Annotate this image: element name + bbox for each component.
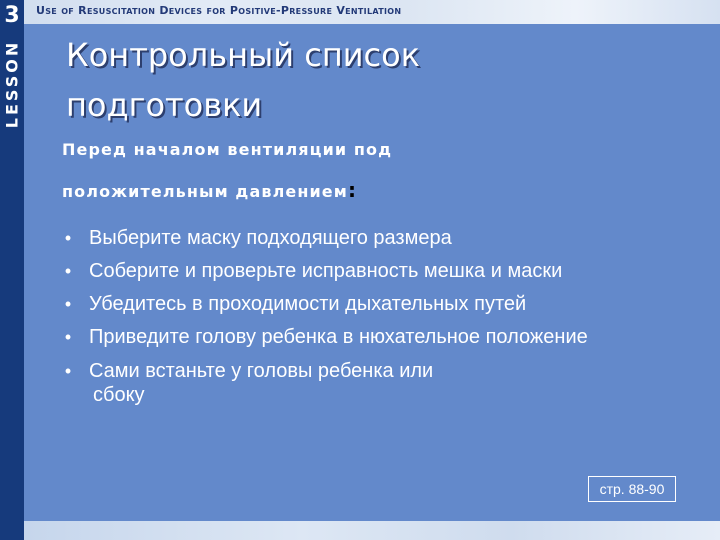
header-title: Use of Resuscitation Devices for Positive-Pressure Ventilation <box>36 4 402 17</box>
bullet-icon: • <box>64 361 72 381</box>
slide-subtitle <box>62 130 582 212</box>
list-item <box>62 292 682 316</box>
list-item-text: Сами встаньте у головы ребенка или <box>89 360 434 382</box>
page-reference-badge: стр. 88-90 <box>588 476 676 502</box>
list-item <box>62 226 682 250</box>
slide-title-line1: Контрольный список <box>66 36 421 74</box>
list-item-text: Убедитесь в проходимости дыхательных путей <box>89 293 527 315</box>
list-item-text-continued: сбоку <box>93 384 145 406</box>
subtitle-line1: Перед началом вентиляции под <box>62 140 393 159</box>
slide-title-line2: подготовки <box>66 86 263 124</box>
bullet-icon: • <box>64 294 72 314</box>
footer-band <box>24 521 720 540</box>
list-item-text: Соберите и проверьте исправность мешка и маски <box>89 260 563 282</box>
list-item <box>62 325 682 349</box>
list-item <box>62 359 682 407</box>
checklist <box>62 226 682 407</box>
bullet-icon: • <box>64 327 72 347</box>
bullet-icon: • <box>64 261 72 281</box>
lesson-label: LESSON <box>2 39 22 129</box>
list-item-text: Приведите голову ребенка в нюхательное положение <box>89 326 588 348</box>
list-item <box>62 259 682 283</box>
subtitle-colon: : <box>347 178 358 202</box>
subtitle-line2: положительным давлением <box>62 182 348 201</box>
header-band <box>0 0 720 24</box>
bullet-icon: • <box>64 228 72 248</box>
lesson-number: 3 <box>4 3 20 28</box>
slide-title <box>66 30 586 130</box>
list-item-text: Выберите маску подходящего размера <box>89 227 452 249</box>
lesson-sidebar <box>0 0 24 540</box>
